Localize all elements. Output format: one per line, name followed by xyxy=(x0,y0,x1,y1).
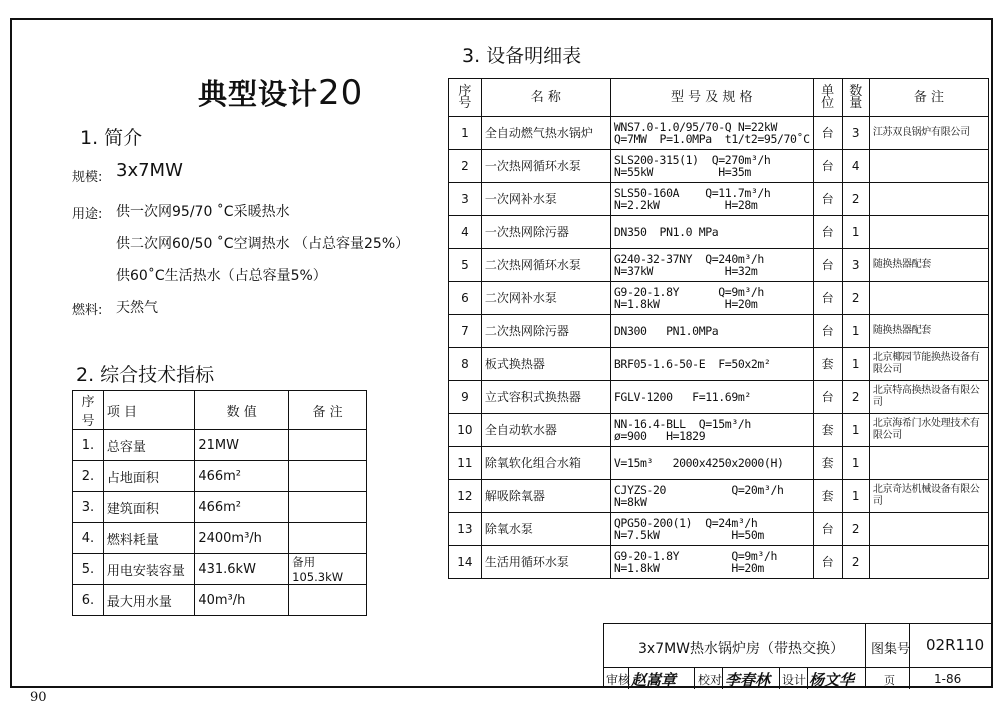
equipment-cell-qty: 1 xyxy=(842,447,869,480)
equipment-cell-qty: 2 xyxy=(842,282,869,315)
equipment-cell-name: 立式容积式换热器 xyxy=(481,381,610,414)
title-block-divider xyxy=(865,624,866,688)
spec-line-2: N=2.2kW H=28m xyxy=(613,198,758,212)
tech-table xyxy=(72,390,367,616)
equipment-cell-unit: 套 xyxy=(813,414,842,447)
equipment-row xyxy=(449,216,989,249)
equipment-cell-note: 随换热器配套 xyxy=(869,249,988,282)
equipment-cell-no: 14 xyxy=(449,546,482,579)
equipment-cell-note xyxy=(869,150,988,183)
tech-cell-item: 用电安装容量 xyxy=(103,554,194,585)
tb-sep xyxy=(628,667,629,689)
spec-line-1: CJYZS-20 Q=20m³/h xyxy=(613,483,784,497)
equipment-cell-name: 二次网补水泵 xyxy=(481,282,610,315)
equipment-row xyxy=(449,447,989,480)
equipment-cell-unit: 台 xyxy=(813,216,842,249)
equipment-cell-note: 北京特高换热设备有限公司 xyxy=(869,381,988,414)
tech-cell-note xyxy=(289,585,367,616)
equipment-cell-name: 全自动软水器 xyxy=(481,414,610,447)
equipment-header-row xyxy=(449,79,989,117)
equipment-cell-spec xyxy=(610,348,813,381)
equipment-cell-qty: 1 xyxy=(842,216,869,249)
equipment-row xyxy=(449,348,989,381)
tech-header-value: 数 值 xyxy=(195,391,289,430)
equipment-header-name: 名 称 xyxy=(481,79,610,117)
spec-line-1: QPG50-200(1) Q=24m³/h xyxy=(613,516,758,530)
drawing-title: 3x7MW热水锅炉房（带热交换） xyxy=(638,641,845,657)
spec-line-1: FGLV-1200 F=11.69m² xyxy=(613,390,751,404)
equipment-cell-name: 一次热网循环水泵 xyxy=(481,150,610,183)
tech-header-no: 序号 xyxy=(73,391,104,430)
equipment-row xyxy=(449,183,989,216)
tech-row xyxy=(73,523,367,554)
spec-line-1: G9-20-1.8Y Q=9m³/h xyxy=(613,285,764,299)
title-block xyxy=(603,623,992,688)
scale-value: 3x7MW xyxy=(116,160,183,181)
page-number: 90 xyxy=(30,690,47,705)
equipment-cell-no: 8 xyxy=(449,348,482,381)
equipment-cell-unit: 台 xyxy=(813,150,842,183)
equipment-cell-qty: 2 xyxy=(842,183,869,216)
check-label: 校对 xyxy=(698,673,723,687)
equipment-cell-qty: 3 xyxy=(842,117,869,150)
equipment-cell-note: 北京海希门水处理技术有限公司 xyxy=(869,414,988,447)
equipment-cell-note: 北京椰园节能换热设备有限公司 xyxy=(869,348,988,381)
spec-line-2: N=55kW H=35m xyxy=(613,165,751,179)
equipment-header-spec: 型 号 及 规 格 xyxy=(610,79,813,117)
equipment-cell-note xyxy=(869,216,988,249)
scale-label: 规模: xyxy=(72,170,103,185)
equipment-cell-note xyxy=(869,447,988,480)
equipment-cell-no: 12 xyxy=(449,480,482,513)
equipment-header-unit: 单位 xyxy=(813,79,842,117)
equipment-cell-qty: 1 xyxy=(842,414,869,447)
spec-line-1: V=15m³ 2000x4250x2000(H) xyxy=(613,456,784,470)
equipment-row xyxy=(449,150,989,183)
tech-cell-note xyxy=(289,430,367,461)
intro-heading: 1. 简介 xyxy=(80,127,143,149)
spec-line-1: SLS50-160A Q=11.7m³/h xyxy=(613,186,771,200)
equipment-cell-name: 除氧水泵 xyxy=(481,513,610,546)
tech-row xyxy=(73,461,367,492)
review-label: 审核 xyxy=(606,673,631,687)
equipment-cell-no: 1 xyxy=(449,117,482,150)
spec-line-2: N=1.8kW H=20m xyxy=(613,561,764,575)
equipment-cell-unit: 套 xyxy=(813,447,842,480)
equipment-cell-name: 一次热网除污器 xyxy=(481,216,610,249)
spec-line-1: G240-32-37NY Q=240m³/h xyxy=(613,252,764,266)
equipment-cell-no: 2 xyxy=(449,150,482,183)
equipment-cell-no: 5 xyxy=(449,249,482,282)
spec-line-2: N=37kW H=32m xyxy=(613,264,758,278)
equipment-cell-unit: 套 xyxy=(813,480,842,513)
page-value: 1-86 xyxy=(934,672,962,686)
equipment-cell-name: 板式换热器 xyxy=(481,348,610,381)
equipment-row xyxy=(449,480,989,513)
tech-cell-value: 40m³/h xyxy=(195,585,289,616)
equipment-cell-no: 6 xyxy=(449,282,482,315)
equipment-cell-note: 随换热器配套 xyxy=(869,315,988,348)
equipment-cell-qty: 4 xyxy=(842,150,869,183)
equipment-cell-qty: 1 xyxy=(842,315,869,348)
equipment-cell-qty: 3 xyxy=(842,249,869,282)
tech-cell-item: 最大用水量 xyxy=(103,585,194,616)
spec-line-2: ø=900 H=1829 xyxy=(613,429,706,443)
tech-cell-no: 6. xyxy=(73,585,104,616)
equipment-row xyxy=(449,249,989,282)
tech-row xyxy=(73,492,367,523)
equipment-cell-note xyxy=(869,513,988,546)
equipment-cell-name: 生活用循环水泵 xyxy=(481,546,610,579)
equipment-cell-note: 江苏双良锅炉有限公司 xyxy=(869,117,988,150)
equipment-cell-spec xyxy=(610,414,813,447)
equipment-cell-note xyxy=(869,282,988,315)
equipment-cell-name: 除氧软化组合水箱 xyxy=(481,447,610,480)
title-block-divider-3 xyxy=(909,667,910,689)
spec-line-2: N=8kW xyxy=(613,495,647,509)
equipment-cell-no: 10 xyxy=(449,414,482,447)
tech-cell-item: 总容量 xyxy=(103,430,194,461)
equipment-row xyxy=(449,381,989,414)
equipment-cell-no: 13 xyxy=(449,513,482,546)
check-signature: 李春林 xyxy=(725,671,771,689)
use-line-1: 供一次网95/70 ˚C采暖热水 xyxy=(116,204,290,220)
tech-cell-item: 燃料耗量 xyxy=(103,523,194,554)
equipment-row xyxy=(449,117,989,150)
equipment-cell-name: 一次网补水泵 xyxy=(481,183,610,216)
equipment-cell-spec xyxy=(610,249,813,282)
equipment-cell-spec xyxy=(610,381,813,414)
tech-cell-value: 2400m³/h xyxy=(195,523,289,554)
tb-sep xyxy=(807,667,808,689)
spec-line-1: NN-16.4-BLL Q=15m³/h xyxy=(613,417,751,431)
equipment-cell-no: 9 xyxy=(449,381,482,414)
equipment-row xyxy=(449,414,989,447)
tech-cell-item: 占地面积 xyxy=(103,461,194,492)
equipment-cell-unit: 台 xyxy=(813,117,842,150)
use-label: 用途: xyxy=(72,207,103,222)
equipment-cell-name: 全自动燃气热水锅炉 xyxy=(481,117,610,150)
equipment-cell-no: 4 xyxy=(449,216,482,249)
equipment-row xyxy=(449,282,989,315)
equipment-cell-qty: 2 xyxy=(842,381,869,414)
equipment-cell-spec xyxy=(610,282,813,315)
tech-cell-value: 431.6kW xyxy=(195,554,289,585)
tech-cell-no: 1. xyxy=(73,430,104,461)
tech-header-row xyxy=(73,391,367,430)
tech-row xyxy=(73,554,367,585)
equipment-cell-unit: 台 xyxy=(813,282,842,315)
equipment-cell-no: 11 xyxy=(449,447,482,480)
tech-heading: 2. 综合技术指标 xyxy=(76,364,215,386)
equipment-cell-unit: 套 xyxy=(813,348,842,381)
tech-cell-no: 3. xyxy=(73,492,104,523)
tech-cell-value: 21MW xyxy=(195,430,289,461)
tech-header-note: 备 注 xyxy=(289,391,367,430)
tech-row xyxy=(73,430,367,461)
tech-cell-note xyxy=(289,461,367,492)
design-signature: 杨文华 xyxy=(809,671,855,689)
spec-line-1: BRF05-1.6-50-E F=50x2m² xyxy=(613,357,771,371)
equipment-cell-spec xyxy=(610,447,813,480)
review-signature: 赵嵩章 xyxy=(631,671,677,689)
equipment-heading: 3. 设备明细表 xyxy=(462,45,582,67)
equipment-cell-note: 北京奇达机械设备有限公司 xyxy=(869,480,988,513)
spec-line-1: DN350 PN1.0 MPa xyxy=(613,225,719,239)
equipment-cell-unit: 台 xyxy=(813,183,842,216)
equipment-cell-unit: 台 xyxy=(813,513,842,546)
tech-header-item: 项 目 xyxy=(103,391,194,430)
tb-sep xyxy=(722,667,723,689)
equipment-cell-spec xyxy=(610,513,813,546)
tech-cell-item: 建筑面积 xyxy=(103,492,194,523)
use-line-3: 供60˚C生活热水（占总容量5%） xyxy=(116,268,327,284)
page-label: 页 xyxy=(884,674,895,687)
use-line-2: 供二次网60/50 ˚C空调热水 （占总容量25%） xyxy=(116,236,410,252)
equipment-cell-spec xyxy=(610,117,813,150)
atlas-value: 02R110 xyxy=(926,636,985,654)
equipment-cell-spec xyxy=(610,216,813,249)
page-title: 典型设计20 xyxy=(198,73,364,113)
equipment-cell-spec xyxy=(610,183,813,216)
spec-line-1: SLS200-315(1) Q=270m³/h xyxy=(613,153,771,167)
tb-sep xyxy=(779,667,780,689)
tech-cell-value: 466m² xyxy=(195,492,289,523)
equipment-cell-note xyxy=(869,183,988,216)
tech-cell-value: 466m² xyxy=(195,461,289,492)
spec-line-1: WNS7.0-1.0/95/70-Q N=22kW xyxy=(613,120,777,134)
equipment-cell-no: 7 xyxy=(449,315,482,348)
fuel-value: 天然气 xyxy=(116,300,158,316)
equipment-cell-unit: 台 xyxy=(813,315,842,348)
equipment-cell-unit: 台 xyxy=(813,249,842,282)
equipment-cell-name: 二次热网循环水泵 xyxy=(481,249,610,282)
equipment-cell-note xyxy=(869,546,988,579)
design-label: 设计 xyxy=(782,673,807,687)
tech-cell-no: 5. xyxy=(73,554,104,585)
equipment-header-note: 备 注 xyxy=(869,79,988,117)
tb-sep xyxy=(694,667,695,689)
equipment-header-no: 序号 xyxy=(449,79,482,117)
equipment-cell-qty: 1 xyxy=(842,348,869,381)
equipment-cell-qty: 1 xyxy=(842,480,869,513)
equipment-cell-qty: 2 xyxy=(842,513,869,546)
spec-line-2: Q=7MW P=1.0MPa t1/t2=95/70˚C xyxy=(613,132,810,146)
equipment-cell-spec xyxy=(610,150,813,183)
tech-cell-note xyxy=(289,523,367,554)
tech-row xyxy=(73,585,367,616)
tech-cell-no: 2. xyxy=(73,461,104,492)
equipment-cell-qty: 2 xyxy=(842,546,869,579)
tech-cell-note xyxy=(289,492,367,523)
equipment-cell-name: 二次热网除污器 xyxy=(481,315,610,348)
equipment-cell-spec xyxy=(610,315,813,348)
tech-cell-no: 4. xyxy=(73,523,104,554)
spec-line-1: G9-20-1.8Y Q=9m³/h xyxy=(613,549,777,563)
spec-line-2: N=1.8kW H=20m xyxy=(613,297,758,311)
equipment-cell-spec xyxy=(610,546,813,579)
equipment-row xyxy=(449,315,989,348)
tech-cell-note: 备用105.3kW xyxy=(289,554,367,585)
equipment-cell-spec xyxy=(610,480,813,513)
atlas-label: 图集号 xyxy=(871,642,911,657)
spec-line-1: DN300 PN1.0MPa xyxy=(613,324,719,338)
equipment-cell-unit: 台 xyxy=(813,381,842,414)
spec-line-2: N=7.5kW H=50m xyxy=(613,528,764,542)
equipment-table xyxy=(448,78,989,579)
equipment-cell-unit: 台 xyxy=(813,546,842,579)
fuel-label: 燃料: xyxy=(72,303,103,318)
equipment-header-qty: 数量 xyxy=(842,79,869,117)
equipment-cell-no: 3 xyxy=(449,183,482,216)
equipment-row xyxy=(449,546,989,579)
equipment-cell-name: 解吸除氧器 xyxy=(481,480,610,513)
equipment-row xyxy=(449,513,989,546)
